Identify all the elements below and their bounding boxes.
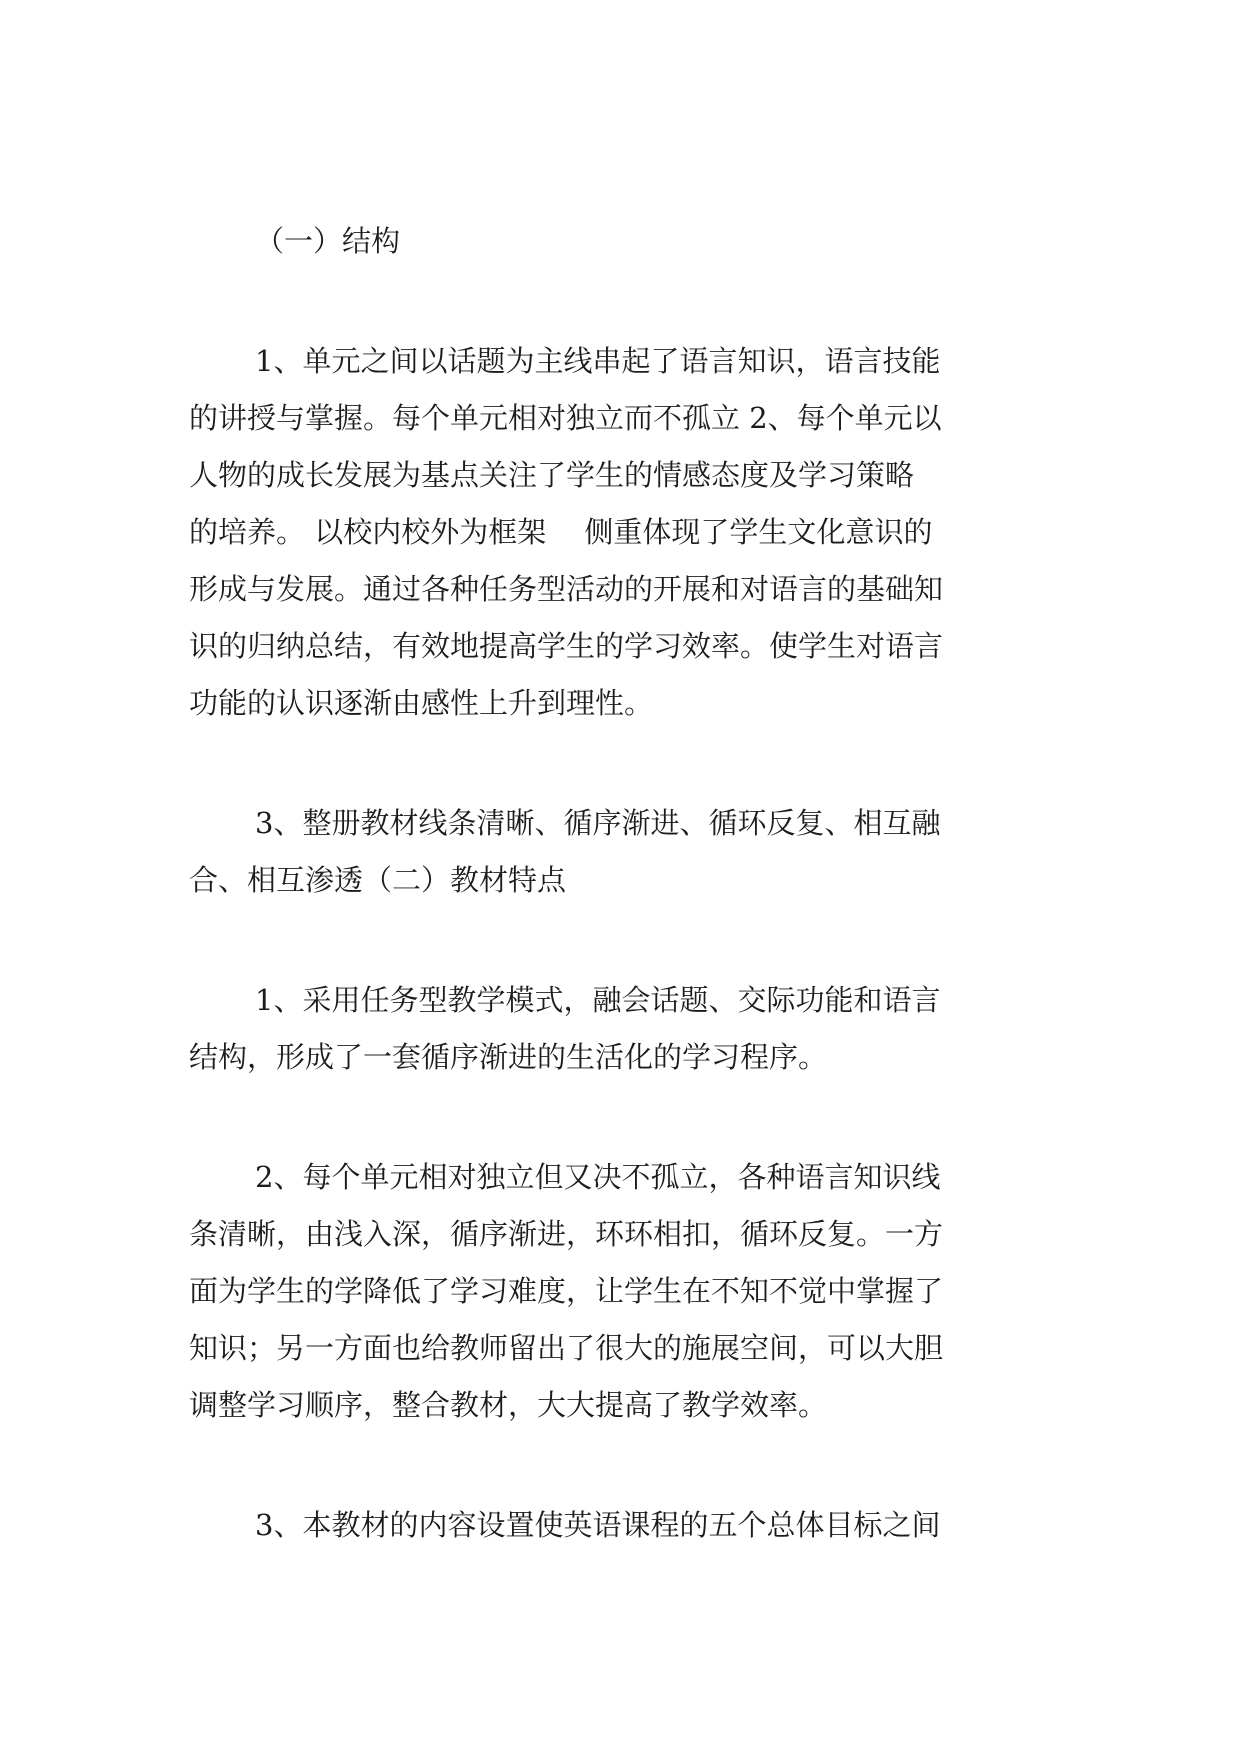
section-heading: （一）结构 (255, 224, 401, 258)
paragraph-4-line-4: 知识；另一方面也给教师留出了很大的施展空间，可以大胆 (189, 1331, 944, 1365)
paragraph-3-line-2: 结构，形成了一套循序渐进的生活化的学习程序。 (189, 1040, 828, 1074)
paragraph-4-line-3: 面为学生的学降低了学习难度，让学生在不知不觉中掌握了 (189, 1274, 944, 1308)
paragraph-1-line-2: 的讲授与掌握。每个单元相对独立而不孤立 2、每个单元以 (189, 401, 942, 435)
paragraph-2-line-2: 合、相互渗透（二）教材特点 (189, 863, 567, 897)
paragraph-4-line-2: 条清晰，由浅入深，循序渐进，环环相扣，循环反复。一方 (189, 1217, 944, 1251)
paragraph-1-line-7: 功能的认识逐渐由感性上升到理性。 (189, 686, 654, 720)
paragraph-1-line-4: 的培养。 以校内校外为框架 侧重体现了学生文化意识的 (189, 515, 933, 549)
paragraph-1-line-1: 1、单元之间以话题为主线串起了语言知识，语言技能 (255, 344, 941, 378)
paragraph-5-line-1: 3、本教材的内容设置使英语课程的五个总体目标之间 (255, 1508, 941, 1542)
paragraph-1-line-5: 形成与发展。通过各种任务型活动的开展和对语言的基础知 (189, 572, 944, 606)
paragraph-2-line-1: 3、整册教材线条清晰、循序渐进、循环反复、相互融 (255, 806, 941, 840)
paragraph-4-line-1: 2、每个单元相对独立但又决不孤立，各种语言知识线 (255, 1160, 941, 1194)
paragraph-4-line-5: 调整学习顺序，整合教材，大大提高了教学效率。 (189, 1388, 828, 1422)
paragraph-3-line-1: 1、采用任务型教学模式，融会话题、交际功能和语言 (255, 983, 941, 1017)
paragraph-1-line-6: 识的归纳总结，有效地提高学生的学习效率。使学生对语言 (189, 629, 944, 663)
paragraph-1-line-3: 人物的成长发展为基点关注了学生的情感态度及学习策略 (189, 458, 915, 492)
